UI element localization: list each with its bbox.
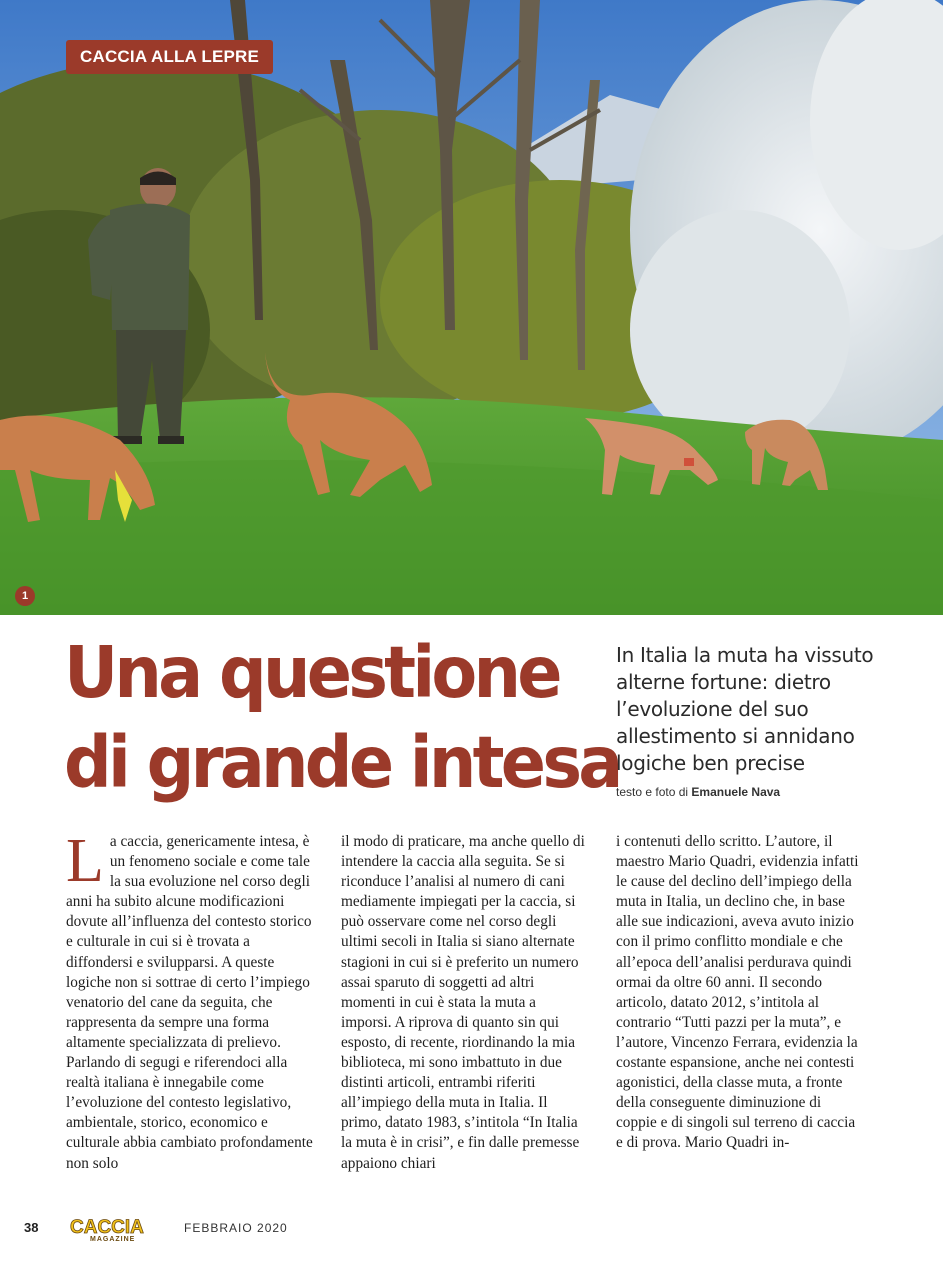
body-text-2: il modo di praticare, ma anche quello di intendere la caccia alla seguita. Se si riconduce l’analisi al numero di cani mediamente impiegati per la caccia, si può osservare come nel corso degli ultimi secoli in Italia si siano alternate stagioni in cui si è preferito un numero assai sparuto di soggetti ad altri momenti in cui è stata la muta a imporsi. A riprova di quanto sin qui esposto, di recente, riordinando la mia biblioteca, mi sono imbattuto in due distinti articoli, entrambi riferiti all’impiego della muta in Italia. Il primo, datato 1983, s’intitola “In Italia la muta è in crisi”, e fin dalle premesse appaiono chiari	[341, 833, 585, 1172]
headline-line-2: di grande intesa	[64, 721, 620, 804]
caccia-magazine-logo	[68, 1214, 154, 1242]
byline	[616, 785, 780, 799]
section-tag: CACCIA ALLA LEPRE	[66, 40, 273, 74]
body-text-1: a caccia, genericamente intesa, è un fenomeno sociale e come tale la sua evoluzione nel corso degli anni ha subito alcune modificazioni dovute all’influenza del contesto storico e culturale in cui si è trovata a diffondersi e svilupparsi. A queste logiche non si sottrae di certo l’impiego venatorio del cane da seguita, che rappresenta da sempre una forma altamente specializzata di prelievo. Parlando di segugi e riferendoci alla realtà italiana è innegabile come l’evoluzione del contesto legislativo, ambientale, storico, economico e culturale abbia cambiato profondamente non solo	[66, 833, 313, 1172]
body-column-3	[616, 832, 864, 1154]
logo-sub-text: MAGAZINE	[90, 1236, 136, 1242]
issue-date: FEBBRAIO 2020	[184, 1221, 288, 1235]
article-subheading: In Italia la muta ha vissuto alterne fortune: dietro l’evoluzione del suo allestimento si annidano logiche ben precise	[616, 643, 874, 775]
byline-author: Emanuele Nava	[691, 785, 781, 799]
headline-line-1: Una questione	[64, 631, 559, 714]
page-number: 38	[24, 1220, 39, 1235]
drop-cap: L	[66, 827, 104, 895]
body-column-2	[341, 832, 589, 1174]
byline-prefix: testo e foto di	[616, 785, 689, 799]
hero-photo	[0, 0, 943, 615]
body-column-1	[66, 827, 314, 1174]
page-footer	[0, 1214, 943, 1244]
logo-main-text: CACCIA	[70, 1217, 144, 1238]
photo-number-badge: 1	[15, 586, 35, 606]
body-text-3: i contenuti dello scritto. L’autore, il maestro Mario Quadri, evidenzia infatti le cause del declino dell’impiego della muta in Italia, un declino che, in base alle sue indicazioni, aveva avuto inizio con il primo conflitto mondiale e che all’epoca dell’analisi perdurava quindi ormai da oltre 60 anni. Il secondo articolo, datato 2012, s’intitola al contrario “Tutti pazzi per la muta”, e l’autore, Vincenzo Ferrara, evidenzia la costante espansione, anche nei contesti agonistici, della classe muta, a fronte della conseguente diminuzione di coppie e di singoli sul terreno di caccia e di prova. Mario Quadri in-	[616, 833, 859, 1152]
hunting-scene-illustration	[0, 0, 943, 615]
article-headline	[64, 628, 620, 808]
